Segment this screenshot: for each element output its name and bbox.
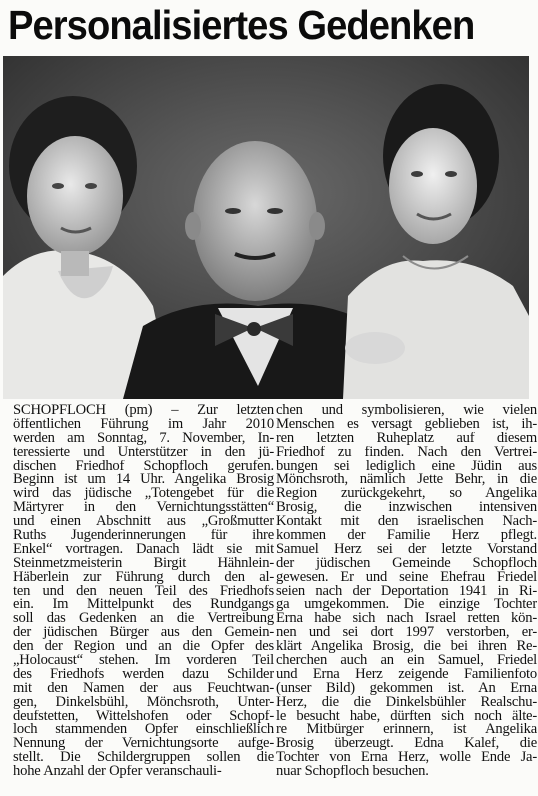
article-text-line: (unser Bild) gekommen ist. An Erna [276, 681, 537, 696]
article-column-right [276, 404, 537, 779]
article-text-line: Ruths Jugenderinnerungen für ihre [13, 529, 274, 543]
article-text-line: Brosig überzeugt. Edna Kalef, die [276, 737, 537, 752]
article-text-line: und einen Abschnitt aus „Großmutter [13, 515, 274, 530]
article-text-line: ren letzten Ruheplatz auf diesem [276, 431, 537, 446]
article-text-line: Enkel“ vortragen. Danach lädt sie mit [13, 542, 274, 557]
article-text-line: Friedhof zu finden. Nach den Vertrei- [276, 445, 537, 460]
article-text-line: „Holocaust“ stehen. Im vorderen Teil [13, 654, 274, 668]
article-text-line: Häberlein zur Führung durch den al- [13, 570, 274, 585]
article-text-line: Tochter von Erna Herz, wolle Ende Ja- [276, 751, 537, 766]
article-text-line: chen und symbolisieren, wie vielen [276, 404, 537, 418]
article-text-line: den der Region und an die Opfer des [13, 640, 274, 655]
article-text-line: werden am Sonntag, 7. November, In- [13, 431, 274, 446]
article-text-line: Nennung der Vernichtungsorte aufge- [13, 737, 274, 752]
article-text-line: soll das Gedenken an die Vertreibung [13, 612, 274, 627]
article-text-line: und Erna Herz zeigende Familienfoto [276, 667, 537, 682]
family-photo-illustration [3, 56, 529, 399]
article-text-line: ga umgekommen. Die einzige Tochter [276, 598, 537, 613]
article-text-line: Menschen es versagt geblieben ist, ih- [276, 417, 537, 432]
article-text-line: klärt Angelika Brosig, die bei ihren Re- [276, 640, 537, 655]
article-text-line: dischen Friedhof Schopfloch gerufen. [13, 459, 274, 474]
article-text-line: re Mitbürger erinnern, ist Angelika [276, 723, 537, 738]
article-text-line: der jüdischen Gemeinde Schopfloch [276, 556, 537, 571]
article-text-line: ein. Im Mittelpunkt des Rundgangs [13, 598, 274, 613]
article-text-line: hohe Anzahl der Opfer veranschauli- [13, 765, 222, 780]
article-text-line: stellt. Die Schildergruppen sollen die [13, 751, 274, 766]
article-text-line: des Friedhofs werden dazu Schilder [13, 667, 274, 682]
article-text-line: cherchen auch an ein Samuel, Friedel [276, 654, 537, 668]
article-text-line: Samuel Herz sei der letzte Vorstand [276, 542, 537, 557]
article-text-line: SCHOPFLOCH (pm) – Zur letzten [13, 404, 274, 418]
article-text-line: mit den Namen der aus Feuchtwan- [13, 681, 274, 696]
article-text-line: deufstetten, Wittelshofen oder Schopf- [13, 709, 274, 724]
article-text-line: Mönchsroth, nämlich Jette Behr, in die [276, 473, 537, 488]
article-text-line: Steinmetzmeisterin Birgit Hähnlein- [13, 556, 274, 571]
article-text-line: nuar Schopfloch besuchen. [276, 765, 429, 780]
article-text-line: Märtyrer in den Vernichtungsstätten“ [13, 501, 274, 516]
article-text-line: Region zurückgekehrt, so Angelika [276, 487, 537, 502]
article-text-line: kommen der Familie Herz pflegt. [276, 529, 537, 543]
article-text-line: Brosig, die inzwischen intensiven [276, 501, 537, 516]
article-text-line: bungen sei lediglich eine Jüdin aus [276, 459, 537, 474]
article-text-line: seien nach der Deportation 1941 in Ri- [276, 584, 537, 599]
article-text-line: Herz, die die Dinkelsbühler Realschu- [276, 695, 537, 710]
article-text-line: le besucht habe, dürften sich noch älte- [276, 709, 537, 724]
family-photo [3, 56, 529, 399]
article-text-line: wird das jüdische „Totengebet für die [13, 487, 274, 502]
article-text-line: loch stammenden Opfer einschließlich [13, 723, 274, 738]
article-text-line: teressierte und Unterstützer in den jü- [13, 445, 274, 460]
article-text-line: Kontakt mit den israelischen Nach- [276, 515, 537, 530]
article-text-line: nen und sei dort 1997 verstorben, er- [276, 626, 537, 641]
article-column-left [13, 404, 274, 779]
article-headline: Personalisiertes Gedenken [8, 2, 475, 48]
article-text-line: ten und den neuen Teil des Friedhofs [13, 584, 274, 599]
article-text-line: gen, Dinkelsbühl, Mönchsroth, Unter- [13, 695, 274, 710]
article-text-line: Erna habe sich nach Israel retten kön- [276, 612, 537, 627]
article-text-line: Beginn ist um 14 Uhr. Angelika Brosig [13, 473, 274, 488]
article-text-line: der jüdischen Bürger aus den Gemein- [13, 626, 274, 641]
article-text-line: gewesen. Er und seine Ehefrau Friedel [276, 570, 537, 585]
article-text-line: öffentlichen Führung im Jahr 2010 [13, 417, 274, 432]
